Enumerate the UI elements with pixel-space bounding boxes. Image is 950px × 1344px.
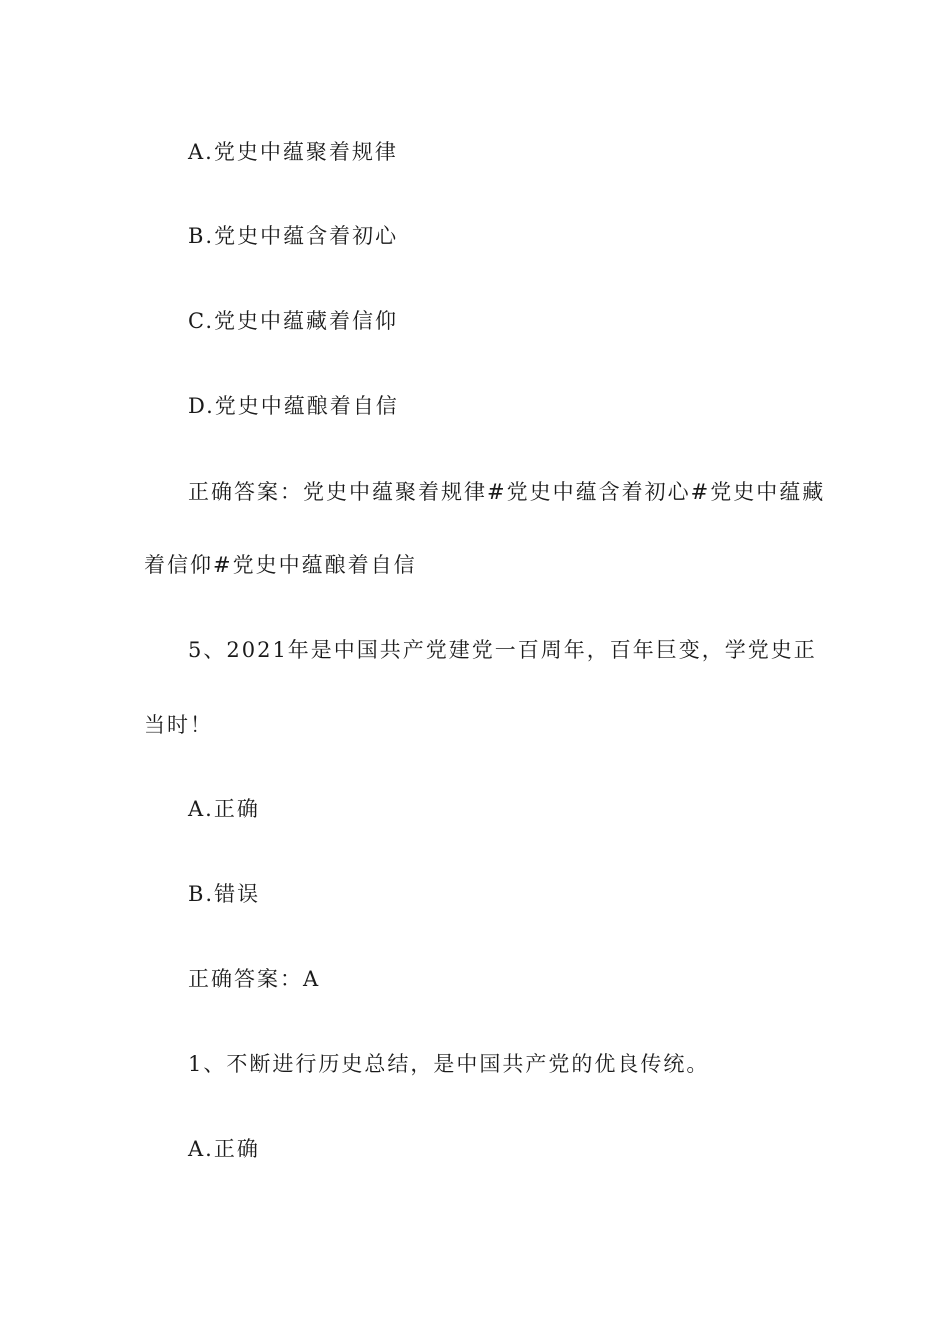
q5-answer: 正确答案：A xyxy=(188,967,321,991)
q4-option-b: B.党史中蕴含着初心 xyxy=(188,224,399,248)
q1-question: 1、不断进行历史总结，是中国共产党的优良传统。 xyxy=(188,1052,710,1076)
q4-answer-line-1: 正确答案：党史中蕴聚着规律#党史中蕴含着初心#党史中蕴藏 xyxy=(188,480,826,504)
q4-option-d: D.党史中蕴酿着自信 xyxy=(188,394,399,418)
q5-question-line-2: 当时！ xyxy=(144,713,213,737)
q4-option-a: A.党史中蕴聚着规律 xyxy=(188,140,398,164)
q1-option-a: A.正确 xyxy=(188,1137,260,1161)
q4-option-c: C.党史中蕴藏着信仰 xyxy=(188,309,398,333)
q5-option-b: B.错误 xyxy=(188,882,261,906)
q4-answer-line-2: 着信仰#党史中蕴酿着自信 xyxy=(144,553,417,577)
q5-question-line-1: 5、2021年是中国共产党建党一百周年，百年巨变，学党史正 xyxy=(188,638,817,662)
q5-option-a: A.正确 xyxy=(188,797,260,821)
